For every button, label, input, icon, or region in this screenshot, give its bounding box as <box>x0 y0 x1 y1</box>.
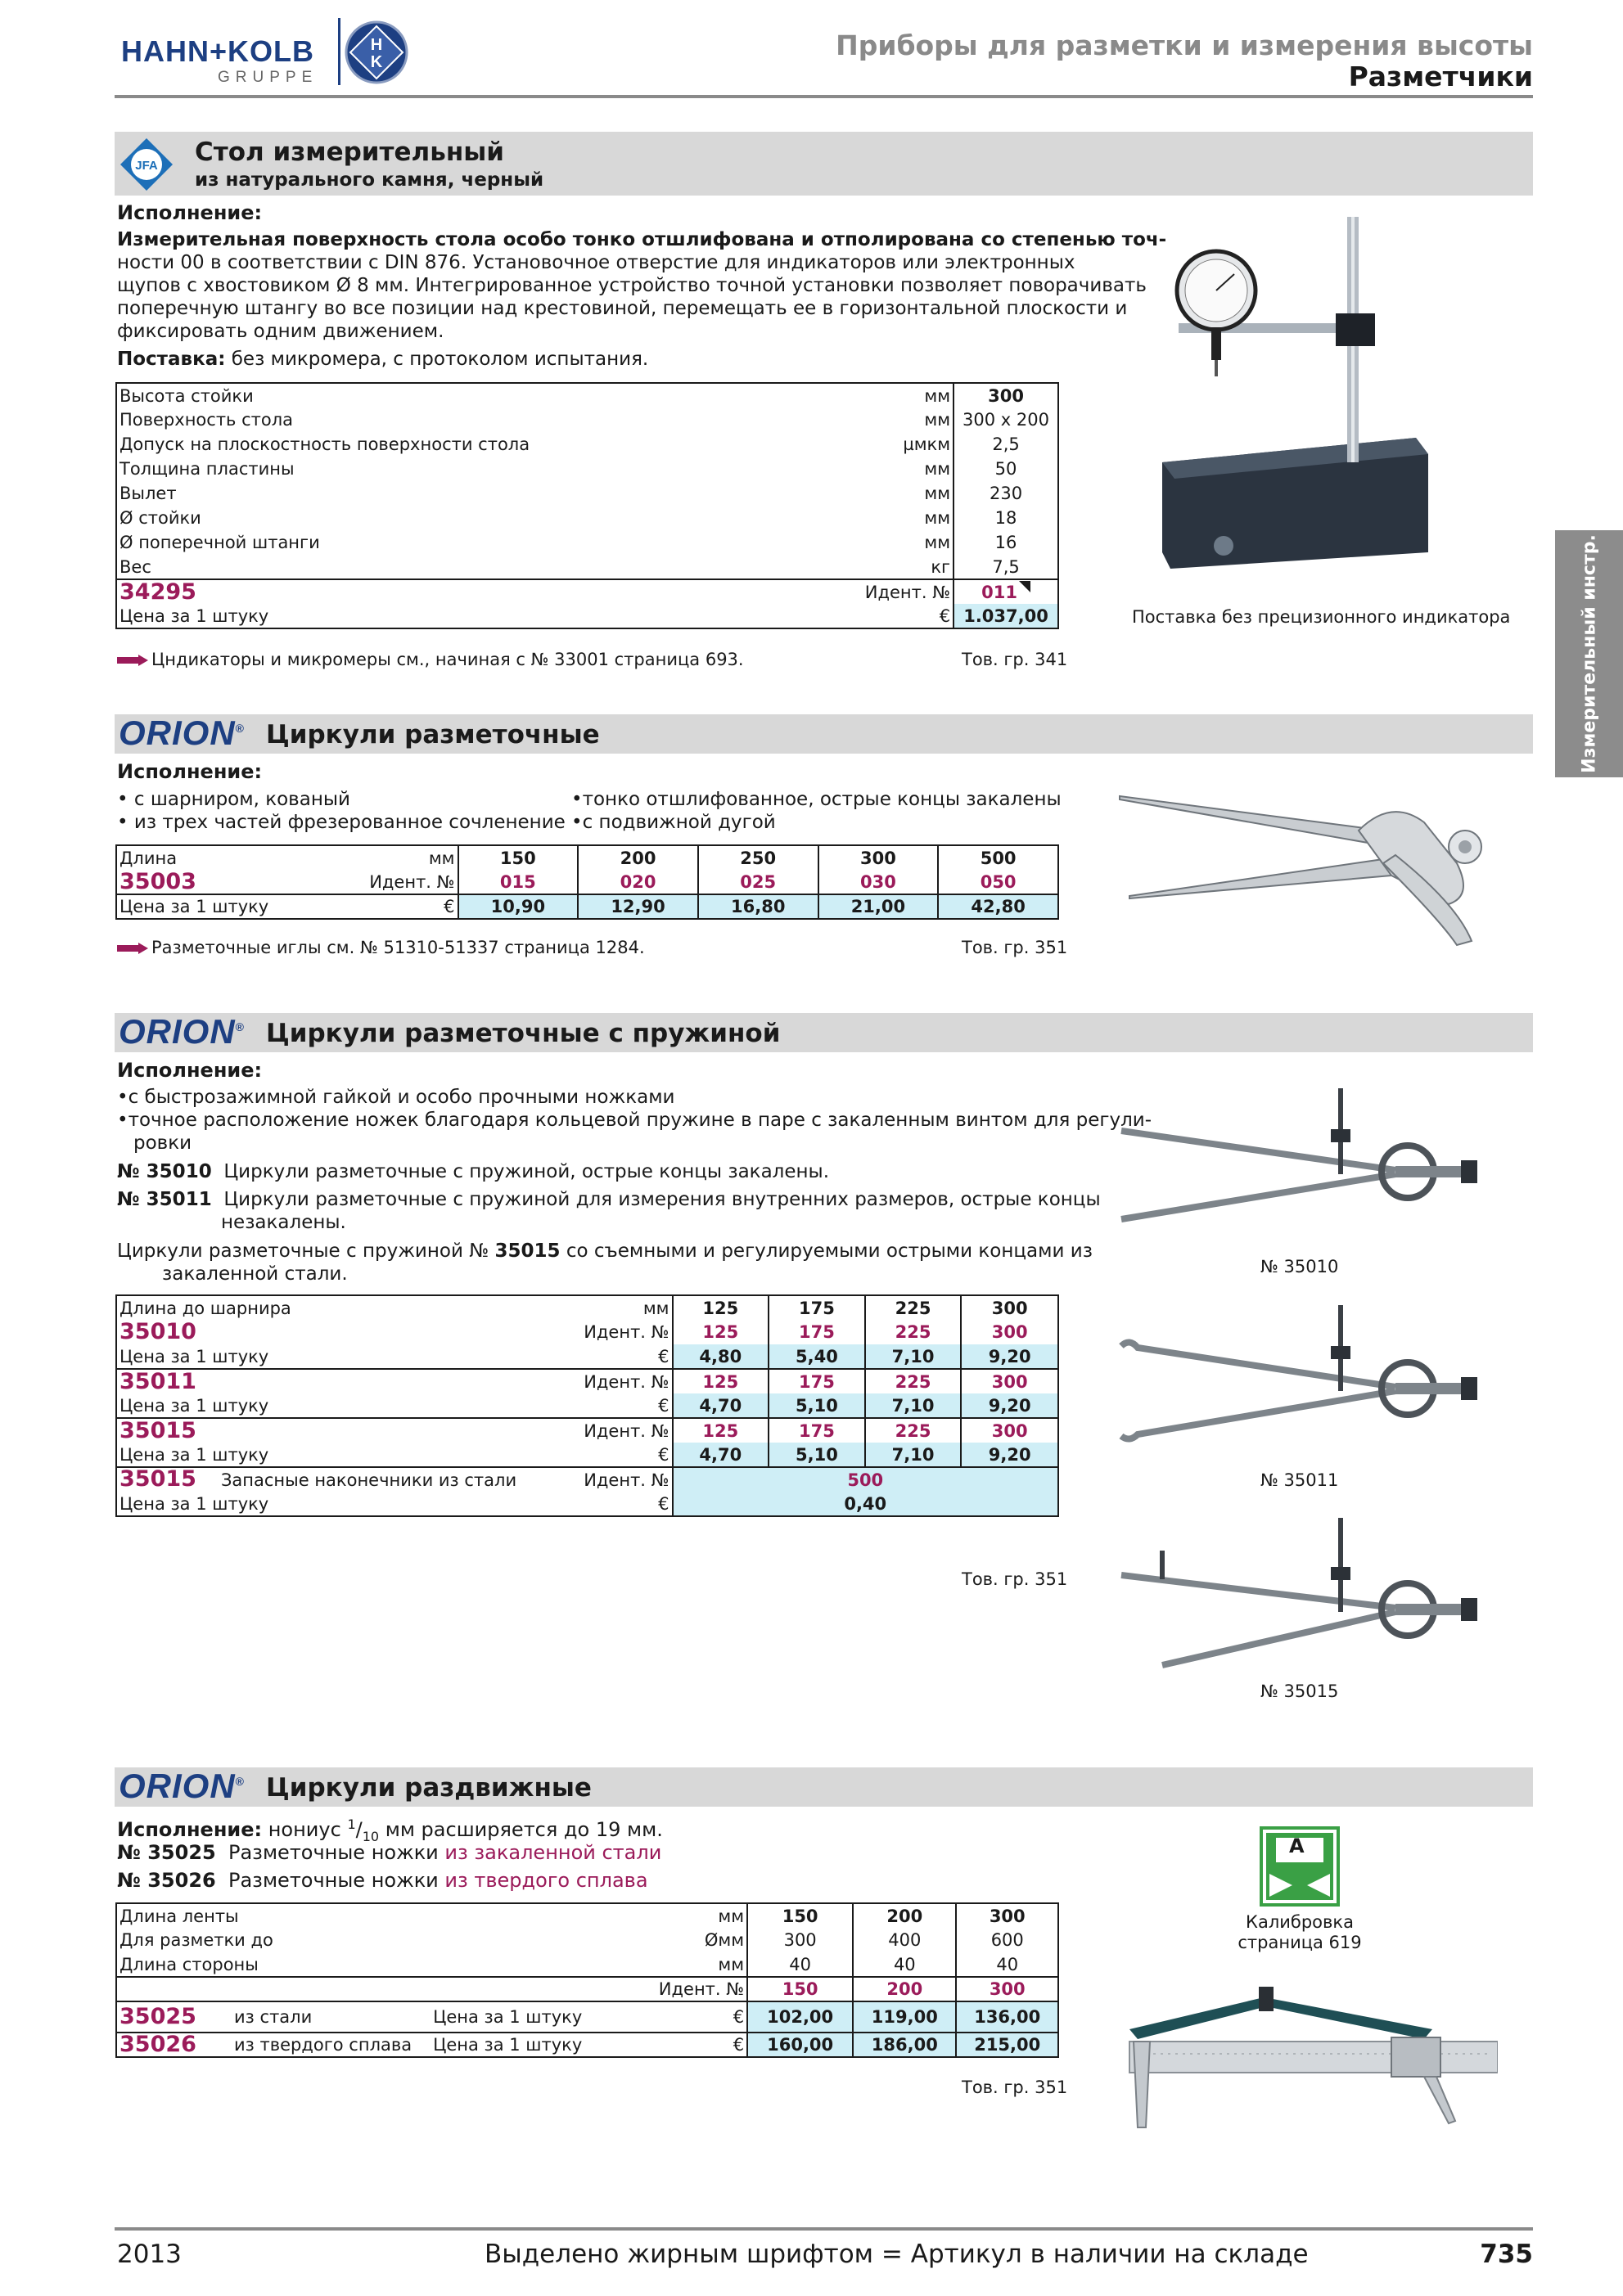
jfa-badge-icon <box>118 136 175 193</box>
spec-value: 40 <box>956 1952 1058 1977</box>
section1-subtitle: из натурального камня, черный <box>195 169 544 191</box>
image-caption: № 35015 <box>1260 1681 1339 1701</box>
price-value: 1.037,00 <box>954 604 1058 628</box>
spec-unit: кг <box>931 556 951 577</box>
spec-value: 400 <box>853 1928 956 1952</box>
article-number[interactable]: 35026 <box>116 2033 232 2057</box>
section4-title: Циркули раздвижные <box>266 1773 592 1803</box>
image-caption: № 35011 <box>1260 1470 1339 1490</box>
article-row <box>116 2001 1058 2033</box>
ident-label: Идент. № <box>116 1977 747 2001</box>
ident-cell[interactable]: 175 <box>769 1369 865 1393</box>
spec-unit: мм <box>924 508 951 528</box>
price-label: Цена за 1 штуку <box>431 2033 702 2057</box>
bullet-item: • из трех частей фрезерованное сочленение <box>117 812 566 833</box>
spec-label: Поверхность стола <box>119 410 294 430</box>
spec-value: 40 <box>853 1952 956 1977</box>
section4-item1 <box>117 1841 661 1864</box>
unit: мм <box>428 848 455 868</box>
len-label: Длина до шарнира <box>119 1298 291 1318</box>
spec-label: Для разметки до <box>119 1930 273 1950</box>
section1-tov-gr: Тов. гр. 341 <box>962 650 1068 669</box>
ident-row <box>116 1977 1058 2001</box>
desc-line: поперечную штангу во все позиции над крестовиной, перемещать ее в горизонтальной плоскости и <box>117 298 1128 319</box>
spec-label: Высота стойки <box>119 385 254 406</box>
section2-note <box>117 936 645 959</box>
brand-text: ORION <box>119 1012 236 1051</box>
price-label: Цена за 1 штуку <box>119 1444 269 1465</box>
corner-mark-icon <box>1019 581 1030 592</box>
price-cell: 10,90 <box>458 894 579 919</box>
article-row <box>116 1320 1058 1344</box>
article-number[interactable]: 34295 <box>116 579 831 604</box>
exec-text: мм расширяется до 19 мм. <box>385 1818 663 1841</box>
price-row <box>116 1393 1058 1418</box>
price-label: Цена за 1 штуку <box>116 894 337 919</box>
article-row <box>116 1369 1058 1393</box>
price-row <box>116 894 1058 919</box>
logo-group-text: GRUPPE <box>218 69 318 86</box>
section3-bullets <box>117 1086 1152 1155</box>
article-number[interactable]: 35011 <box>116 1369 566 1393</box>
item-number: 35015 <box>494 1240 561 1262</box>
price-cell: 9,20 <box>961 1393 1058 1418</box>
spec-unit: мм <box>718 1906 745 1926</box>
price-label: Цена за 1 штуку <box>119 606 269 626</box>
logo-divider <box>338 18 340 85</box>
size-cell: 500 <box>938 845 1058 870</box>
table-row <box>116 1928 1058 1952</box>
brand-text: ORION <box>119 1767 236 1805</box>
price-cell: 16,80 <box>698 894 818 919</box>
article-number[interactable]: 35015 <box>119 1466 196 1492</box>
reference-arrow-icon <box>117 943 148 954</box>
desc-line: ности 00 в соответствии с DIN 876. Установочное отверстие для индикаторов или электронных <box>117 252 1075 273</box>
side-tab-measuring-tools[interactable] <box>1555 530 1623 777</box>
footer-year: 2013 <box>117 2240 182 2269</box>
spec-label: Допуск на плоскостность поверхности стола <box>119 434 530 454</box>
spec-label: Ø поперечной штанги <box>119 533 320 552</box>
price-cell: 7,10 <box>865 1443 962 1467</box>
spec-unit: мм <box>718 1954 745 1974</box>
section3-item3-cont: закаленной стали. <box>162 1263 348 1285</box>
table-row <box>116 845 1058 870</box>
ident-cell[interactable]: 025 <box>698 870 818 894</box>
price-cell: 160,00 <box>747 2033 853 2057</box>
section1-image-caption: Поставка без прецизионного индикатора <box>1132 607 1511 627</box>
item-text: Циркули разметочные с пружиной № <box>117 1240 489 1262</box>
bullet-text: с быстрозажимной гайкой и особо прочными ножками <box>128 1087 675 1108</box>
supply-label: Поставка: <box>117 349 226 370</box>
article-row <box>116 579 1058 604</box>
bullet-text: из трех частей фрезерованное сочленение <box>133 812 566 833</box>
section3-title: Циркули разметочные с пружиной <box>266 1019 781 1048</box>
ident-cell[interactable]: 225 <box>865 1418 962 1443</box>
item-number: № 35025 <box>117 1841 216 1864</box>
article-row <box>116 1418 1058 1443</box>
section2-title: Циркули разметочные <box>266 720 600 750</box>
price-cell: 136,00 <box>956 2001 1058 2033</box>
exec-text: нониус <box>268 1818 341 1841</box>
price-cell: 12,90 <box>578 894 698 919</box>
spring-divider-35010-image <box>1113 1080 1490 1227</box>
ident-cell[interactable]: 125 <box>673 1320 769 1344</box>
section2-table <box>115 844 1059 920</box>
spec-value: 300 <box>747 1928 853 1952</box>
spec-label: Длина стороны <box>119 1954 259 1974</box>
price-label: Цена за 1 штуку <box>431 2001 702 2033</box>
price-row <box>116 1443 1058 1467</box>
bullet-text: с шарниром, кованый <box>133 789 350 810</box>
ident-cell[interactable]: 300 <box>961 1369 1058 1393</box>
article-row <box>116 2033 1058 2057</box>
calibration-letter: A <box>1289 1835 1305 1857</box>
spec-label: Вес <box>119 556 151 577</box>
bullet-item: • с шарниром, кованый <box>117 789 350 810</box>
spec-label: Ø стойки <box>119 508 201 528</box>
table-row <box>116 383 1058 407</box>
company-logo <box>121 18 416 92</box>
spring-divider-35011-image <box>1113 1297 1490 1444</box>
section2-bullets-left <box>117 788 566 834</box>
ident-cell[interactable]: 125 <box>673 1418 769 1443</box>
table-row <box>116 506 1058 530</box>
ident-cell[interactable]: 300 <box>961 1418 1058 1443</box>
item-material: из твердого сплава <box>444 1869 648 1892</box>
table-row <box>116 432 1058 457</box>
spec-unit: мм <box>924 385 951 406</box>
currency-symbol: € <box>658 1444 669 1465</box>
ident-cell[interactable]: 015 <box>458 870 579 894</box>
size-cell: 150 <box>458 845 579 870</box>
orion-brand-logo: ORION® <box>119 1012 245 1051</box>
price-cell: 7,10 <box>865 1344 962 1369</box>
item-text: Циркули разметочные с пружиной, острые концы закалены. <box>223 1161 830 1182</box>
size-cell: 175 <box>769 1295 865 1320</box>
ident-label: Идент. № <box>831 579 954 604</box>
ident-label: Идент. № <box>369 871 455 892</box>
spec-unit: мм <box>924 484 951 503</box>
price-cell: 42,80 <box>938 894 1058 919</box>
price-cell: 5,10 <box>769 1443 865 1467</box>
price-label: Цена за 1 штуку <box>119 1493 269 1514</box>
side-tab-label: Измерительный инстр. <box>1579 534 1599 773</box>
price-cell: 5,40 <box>769 1344 865 1369</box>
article-number[interactable]: 35025 <box>116 2001 232 2033</box>
spec-label: Вылет <box>119 484 177 503</box>
exec-label: Исполнение: <box>117 1818 263 1841</box>
size-cell: 250 <box>698 845 818 870</box>
ident-text: 011 <box>981 582 1017 602</box>
svg-text:JFA: JFA <box>135 159 158 173</box>
currency-symbol: € <box>658 1493 669 1514</box>
ident-cell[interactable]: 225 <box>865 1369 962 1393</box>
spec-unit: мм <box>924 410 951 430</box>
spec-value: 50 <box>954 457 1058 481</box>
price-row <box>116 1492 1058 1516</box>
section1-title: Стол измерительный <box>195 137 504 167</box>
price-cell: 4,70 <box>673 1443 769 1467</box>
note-text[interactable]: Разметочные иглы см. № 51310-51337 страница 1284. <box>151 938 645 957</box>
bullet-text: точное расположение ножек благодаря кольцевой пружине в паре с закаленным винтом для регули- <box>128 1110 1152 1131</box>
item-text: Разметочные ножки <box>228 1841 439 1864</box>
ident-value[interactable] <box>954 579 1058 604</box>
bullet-item: •тонко отшлифованное, острые концы закалены <box>571 789 1062 810</box>
currency-symbol: € <box>658 1346 669 1366</box>
desc-line: щупов с хвостовиком Ø 8 мм. Интегрированное устройство точной установки позволяет поворачивать <box>117 275 1147 296</box>
svg-text:H: H <box>370 36 383 54</box>
spec-unit: мм <box>924 459 951 479</box>
price-cell: 102,00 <box>747 2001 853 2033</box>
ident-cell[interactable]: 175 <box>769 1320 865 1344</box>
table-row <box>116 555 1058 579</box>
price-label: Цена за 1 штуку <box>119 1395 269 1416</box>
section1-spec-table <box>115 382 1059 629</box>
price-cell: 5,10 <box>769 1393 865 1418</box>
section2-tov-gr: Тов. гр. 351 <box>962 938 1068 957</box>
section3-tov-gr: Тов. гр. 351 <box>962 1569 1068 1589</box>
ident-cell[interactable]: 030 <box>818 870 939 894</box>
spec-unit: Øмм <box>704 1930 745 1950</box>
item-number: № 35026 <box>117 1869 216 1892</box>
ident-label: Идент. № <box>566 1369 673 1393</box>
note-text[interactable]: Цндикаторы и микромеры см., начиная с № 33001 страница 693. <box>151 650 744 669</box>
ident-cell[interactable]: 300 <box>956 1977 1058 2001</box>
ident-cell[interactable]: 175 <box>769 1418 865 1443</box>
len-label: Длина <box>119 848 178 868</box>
ident-cell[interactable]: 050 <box>938 870 1058 894</box>
table-row <box>116 1903 1058 1928</box>
section4-table <box>115 1902 1059 2058</box>
section3-item3 <box>117 1240 1093 1263</box>
section1-note <box>117 648 744 671</box>
material-label: из стали <box>232 2001 431 2033</box>
orion-brand-logo: ORION® <box>119 714 245 752</box>
size-cell: 300 <box>961 1295 1058 1320</box>
article-number[interactable]: 35003 <box>119 868 196 894</box>
spec-value: 40 <box>747 1952 853 1977</box>
table-row <box>116 1952 1058 1977</box>
price-cell: 119,00 <box>853 2001 956 2033</box>
header-rule <box>115 95 1533 98</box>
section2-exec-label: Исполнение: <box>117 760 263 783</box>
ident-cell[interactable]: 225 <box>865 1320 962 1344</box>
table-row <box>116 481 1058 506</box>
size-cell: 225 <box>865 1295 962 1320</box>
spec-value: 7,5 <box>954 555 1058 579</box>
spec-value: 300 x 200 <box>954 407 1058 432</box>
currency-symbol: € <box>939 606 951 626</box>
section3-item1 <box>117 1160 829 1183</box>
table-row <box>116 1295 1058 1320</box>
article-number[interactable]: 35015 <box>116 1418 566 1443</box>
ident-label: Идент. № <box>566 1418 673 1443</box>
section4-tov-gr: Тов. гр. 351 <box>962 2078 1068 2097</box>
orion-brand-logo: ORION® <box>119 1767 245 1805</box>
currency-symbol: € <box>337 894 458 919</box>
item-number: № 35011 <box>117 1189 212 1210</box>
spare-article-row <box>116 1467 1058 1492</box>
price-cell: 186,00 <box>853 2033 956 2057</box>
desc-line: Измерительная поверхность стола особо тонко отшлифована и отполирована со степенью точ- <box>117 229 1167 250</box>
ident-cell[interactable]: 200 <box>853 1977 956 2001</box>
item-text: Циркули разметочные с пружиной для измерения внутренних размеров, острые концы <box>223 1189 1101 1210</box>
section1-supply <box>117 348 648 371</box>
spec-value: 16 <box>954 530 1058 555</box>
bullet-text: тонко отшлифованное, острые концы закалены <box>582 789 1062 810</box>
price-cell: 4,70 <box>673 1393 769 1418</box>
desc-line: фиксировать одним движением. <box>117 321 444 342</box>
spring-divider-35015-image <box>1113 1510 1490 1673</box>
size-cell: 125 <box>673 1295 769 1320</box>
section3-exec-label: Исполнение: <box>117 1059 263 1082</box>
frac-num: 1 <box>347 1817 356 1832</box>
price-cell: 4,80 <box>673 1344 769 1369</box>
price-cell: 215,00 <box>956 2033 1058 2057</box>
footer-page-number: 735 <box>1480 2240 1533 2269</box>
price-label: Цена за 1 штуку <box>119 1346 269 1366</box>
spec-label: Толщина пластины <box>119 459 295 479</box>
currency-symbol: € <box>702 2033 747 2057</box>
currency-symbol: € <box>702 2001 747 2033</box>
price-row <box>116 604 1058 628</box>
ident-cell[interactable]: 500 <box>673 1467 1059 1492</box>
header-category: Приборы для разметки и измерения высоты <box>836 29 1533 61</box>
table-row <box>116 407 1058 432</box>
table-row <box>116 457 1058 481</box>
section3-item2-cont: незакалены. <box>221 1212 346 1233</box>
size-cell: 300 <box>818 845 939 870</box>
item-text: со съемными и регулируемыми острыми концами из <box>566 1240 1093 1262</box>
spec-unit: мм <box>924 533 951 552</box>
divider-compass-image <box>1113 781 1498 953</box>
size-cell: 150 <box>747 1903 853 1928</box>
reference-arrow-icon <box>117 655 148 666</box>
item-text: Разметочные ножки <box>228 1869 439 1892</box>
price-cell: 21,00 <box>818 894 939 919</box>
section4-exec: Исполнение: нониус $^1/_{10}$ мм расширяется до 19 мм. <box>117 1817 663 1844</box>
spec-value: 18 <box>954 506 1058 530</box>
spec-value: 2,5 <box>954 432 1058 457</box>
header-subcategory: Разметчики <box>1348 61 1533 92</box>
section1-description <box>117 228 1167 343</box>
section3-item2 <box>117 1188 1101 1211</box>
price-cell: 9,20 <box>961 1443 1058 1467</box>
beam-compass-image <box>1113 1980 1498 2136</box>
ident-label: Идент. № <box>566 1467 673 1492</box>
spec-value: 300 <box>954 383 1058 407</box>
frac-den: 10 <box>362 1828 380 1844</box>
measuring-stand-image <box>1146 209 1449 569</box>
logo-wordmark: HAHN+KOLB <box>121 34 315 68</box>
spec-unit: µмкм <box>903 434 951 454</box>
logo-badge-icon <box>344 20 409 85</box>
table-row <box>116 530 1058 555</box>
unit: мм <box>642 1298 669 1318</box>
item-material: из закаленной стали <box>444 1841 662 1864</box>
calib-line: Калибровка <box>1246 1912 1354 1932</box>
size-cell: 200 <box>853 1903 956 1928</box>
price-cell: 9,20 <box>961 1344 1058 1369</box>
bullet-item: •с подвижной дугой <box>571 812 776 833</box>
spec-value: 600 <box>956 1928 1058 1952</box>
image-caption: № 35010 <box>1260 1257 1339 1276</box>
price-row <box>116 1344 1058 1369</box>
bullet-continuation: ровки <box>133 1132 192 1154</box>
calibration-label <box>1228 1912 1372 1953</box>
bullet-item: •точное расположение ножек благодаря кольцевой пружине в паре с закаленным винтом для регули- <box>117 1110 1152 1131</box>
svg-text:K: K <box>370 53 383 71</box>
ident-label: Идент. № <box>584 1322 669 1342</box>
spare-label: Запасные наконечники из стали <box>220 1470 517 1490</box>
footer-rule <box>115 2227 1533 2231</box>
section3-table <box>115 1294 1059 1517</box>
footer-note: Выделено жирным шрифтом = Артикул в наличии на складе <box>485 2240 1309 2269</box>
article-row <box>116 870 1058 894</box>
ident-cell[interactable]: 150 <box>747 1977 853 2001</box>
bullet-item: •с быстрозажимной гайкой и особо прочными ножками <box>117 1087 675 1108</box>
currency-symbol: € <box>658 1395 669 1416</box>
spare-article-cell <box>116 1467 566 1492</box>
brand-text: ORION <box>119 714 236 752</box>
item-number: № 35010 <box>117 1161 212 1182</box>
article-number[interactable]: 35010 <box>119 1319 196 1344</box>
section4-item2 <box>117 1869 648 1892</box>
size-cell: 300 <box>956 1903 1058 1928</box>
material-label: из твердого сплава <box>232 2033 431 2057</box>
section2-bullets-right <box>571 788 1062 834</box>
supply-text: без микромера, с протоколом испытания. <box>231 349 649 370</box>
spec-label: Длина ленты <box>119 1906 239 1926</box>
ident-cell[interactable]: 300 <box>961 1320 1058 1344</box>
section1-exec-label: Исполнение: <box>117 201 263 224</box>
price-cell: 0,40 <box>673 1492 1059 1516</box>
spec-value: 230 <box>954 481 1058 506</box>
size-cell: 200 <box>578 845 698 870</box>
ident-cell[interactable]: 020 <box>578 870 698 894</box>
price-cell: 7,10 <box>865 1393 962 1418</box>
bullet-text: с подвижной дугой <box>582 812 776 833</box>
ident-cell[interactable]: 125 <box>673 1369 769 1393</box>
calib-line: страница 619 <box>1238 1933 1362 1952</box>
